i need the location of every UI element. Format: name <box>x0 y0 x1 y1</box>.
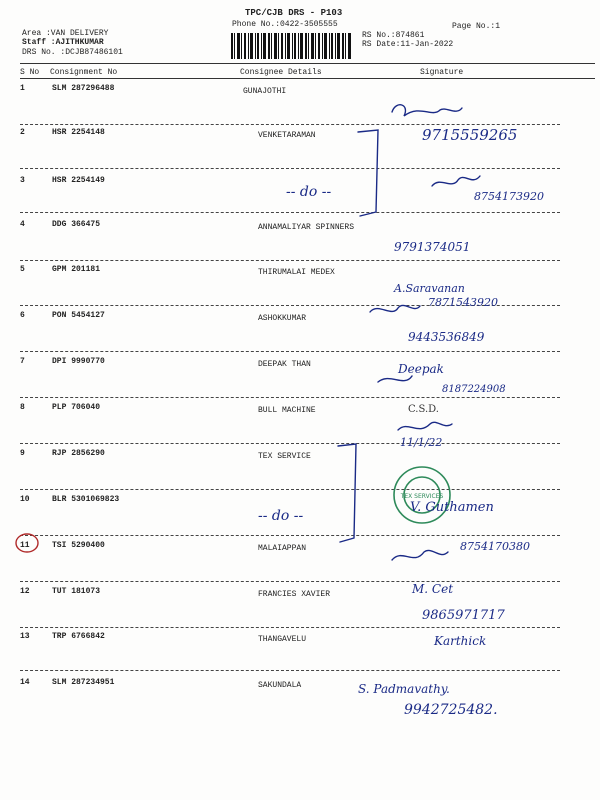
row-consignee: SAKUNDALA <box>258 681 302 690</box>
row-consignee: ANNAMALIYAR SPINNERS <box>258 223 355 232</box>
signature-scribble-7 <box>378 376 412 382</box>
office-stamp-name: C.S.D. <box>408 404 439 415</box>
sig-row-6-number: 9443536849 <box>408 330 485 344</box>
row-consignee: FRANCIES XAVIER <box>258 590 331 599</box>
row-sno: 14 <box>20 678 30 687</box>
row-consignee: THANGAVELU <box>258 635 307 644</box>
row-consignment: GPM 201181 <box>52 265 101 274</box>
area-label: Area :VAN DELIVERY <box>22 29 109 38</box>
circle-row-11 <box>16 534 38 552</box>
col-consignment: Consignment No <box>50 68 118 77</box>
bracket-rows-9-10 <box>338 444 356 542</box>
rs-date: RS Date:11-Jan-2022 <box>362 40 454 49</box>
sig-row-4-number: 9791374051 <box>394 240 471 254</box>
row-consignment: SLM 287234951 <box>52 678 115 687</box>
signature-scribble-11 <box>392 550 448 560</box>
sig-row-12-number: 9865971717 <box>422 608 505 623</box>
drs-number: DRS No. :DCJB87486101 <box>22 48 123 57</box>
sig-row-11-number: 8754170380 <box>460 540 530 553</box>
bracket-rows-2-3 <box>358 130 378 216</box>
row-consignee: ASHOKKUMAR <box>258 314 307 323</box>
row-consignment: PLP 706040 <box>52 403 101 412</box>
row-sno: 2 <box>20 128 25 137</box>
row-consignee: GUNAJOTHI <box>243 87 287 96</box>
row-sno: 11 <box>20 541 30 550</box>
row-consignment: SLM 287296488 <box>52 84 115 93</box>
row-sno: 1 <box>20 84 25 93</box>
sig-row-12-name: M. Cet <box>412 582 454 596</box>
row-consignment: TUT 181073 <box>52 587 101 596</box>
stamp-text: TEX SERVICES <box>400 493 444 500</box>
col-sno: S No <box>20 68 40 77</box>
row-sno: 8 <box>20 403 25 412</box>
sig-row-5-number: 7871543920 <box>428 296 498 309</box>
sig-row-13-name: Karthick <box>434 634 487 648</box>
row-consignee: THIRUMALAI MEDEX <box>258 268 335 277</box>
row-sno: 3 <box>20 176 25 185</box>
ditto-mark-row-3: -- do -- <box>286 184 332 200</box>
row-consignment: BLR 5301069823 <box>52 495 120 504</box>
sig-row-5-name: A.Saravanan <box>394 282 465 295</box>
row-sno: 5 <box>20 265 25 274</box>
sig-row-2-number: 9715559265 <box>422 126 518 144</box>
row-consignment: TRP 6766842 <box>52 632 105 641</box>
row-sno: 4 <box>20 220 25 229</box>
row-sno: 10 <box>20 495 30 504</box>
sig-row-9-date: 11/1/22 <box>400 436 443 449</box>
page-number: Page No.:1 <box>452 22 501 31</box>
rs-number: RS No.:874861 <box>362 31 425 40</box>
sig-row-7-number: 8187224908 <box>442 384 506 395</box>
row-consignee: BULL MACHINE <box>258 406 316 415</box>
sig-row-14-number: 9942725482. <box>404 702 498 718</box>
phone-number: Phone No.:0422-3505555 <box>232 20 338 29</box>
row-sno: 9 <box>20 449 25 458</box>
row-consignment: RJP 2856290 <box>52 449 105 458</box>
sheet-title: TPC/CJB DRS - P103 <box>245 8 343 18</box>
sig-row-10-name: V. Guthamen <box>410 500 494 515</box>
sig-row-3-number: 8754173920 <box>474 190 544 203</box>
sig-row-7-name: Deepak <box>398 362 444 376</box>
row-sno: 7 <box>20 357 25 366</box>
signature-scribble-1 <box>392 105 462 116</box>
row-consignee: DEEPAK THAN <box>258 360 311 369</box>
row-consignee: VENKETARAMAN <box>258 131 316 140</box>
row-consignee: MALAIAPPAN <box>258 544 307 553</box>
row-consignment: TSI 5290400 <box>52 541 105 550</box>
row-consignment: DDG 366475 <box>52 220 101 229</box>
staff-label: Staff :AJITHKUMAR <box>22 38 104 47</box>
row-consignment: PON 5454127 <box>52 311 105 320</box>
col-signature: Signature <box>420 68 464 77</box>
row-sno: 13 <box>20 632 30 641</box>
sig-row-14-name: S. Padmavathy. <box>358 682 450 696</box>
ditto-mark-row-10: -- do -- <box>258 508 304 524</box>
row-consignment: HSR 2254148 <box>52 128 105 137</box>
signature-scribble-3 <box>432 176 480 186</box>
row-consignment: DPI 9990770 <box>52 357 105 366</box>
row-sno: 6 <box>20 311 25 320</box>
row-sno: 12 <box>20 587 30 596</box>
row-consignment: HSR 2254149 <box>52 176 105 185</box>
row-consignee: TEX SERVICE <box>258 452 311 461</box>
col-consignee: Consignee Details <box>240 68 322 77</box>
signature-scribble-8 <box>398 422 452 430</box>
signature-scribble-6 <box>370 305 420 312</box>
